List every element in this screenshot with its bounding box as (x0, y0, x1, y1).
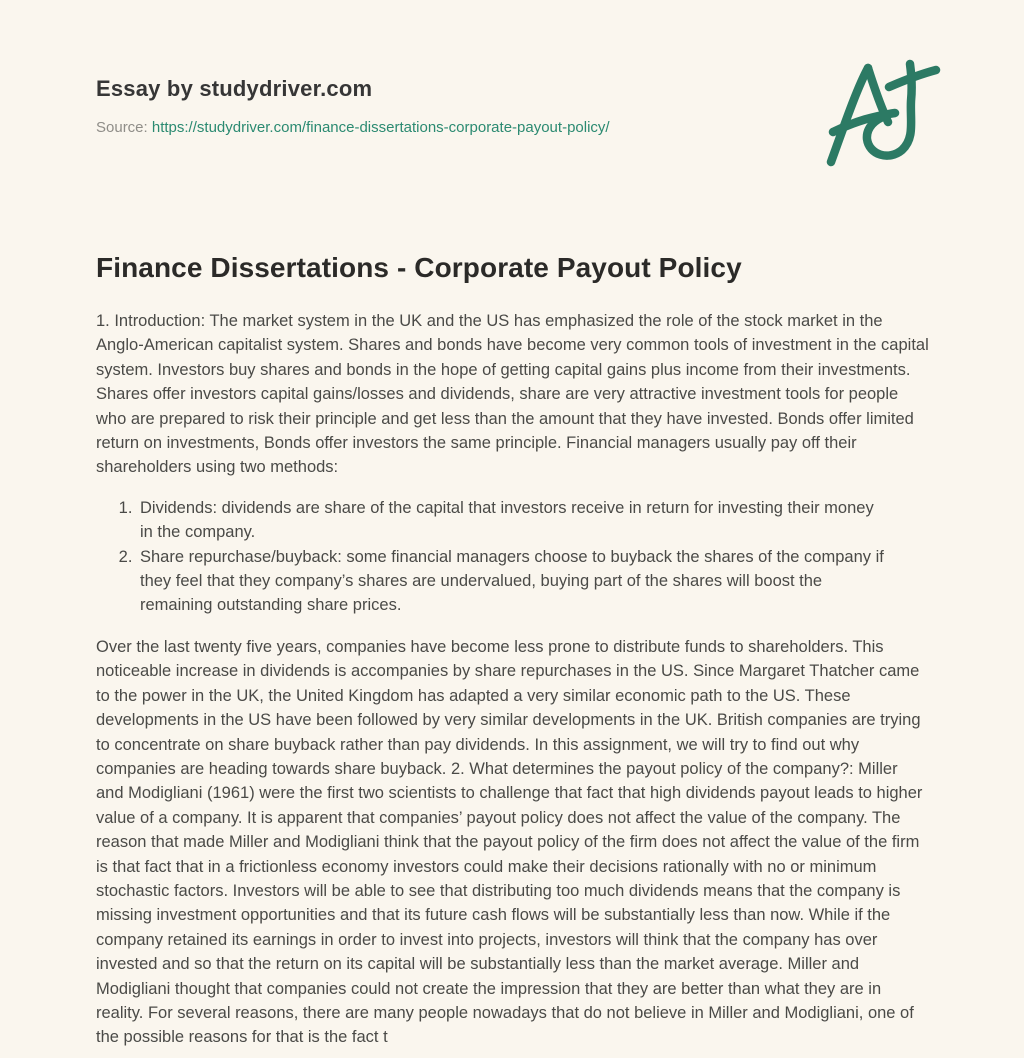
source-line (96, 119, 929, 136)
essay-title: Finance Dissertations - Corporate Payout Policy (96, 252, 742, 283)
essay-paragraph-body: Over the last twenty five years, companies have become less prone to distribute funds to shareholders. This noticeable increase in dividends is accompanies by share repurchases in the US. Since Margaret Thatcher came to the power in the UK, the United Kingdom has adapted a very similar economic path to the US. These developments in the US have been followed by very similar developments in the UK. British companies are trying to concentrate on share buyback rather than pay dividends. In this assignment, we will try to find out why companies are heading towards share buyback. 2. What determines the payout policy of the company?: Miller and Modigliani (1961) were the first two scientists to challenge that fact that high dividends payout leads to higher value of a company. It is apparent that companies’ payout policy does not affect the value of the company. The reason that made Miller and Modigliani think that the payout policy of the firm does not affect the value of the firm is that fact that in a frictionless economy investors could make their decisions rationally with no or minimum stochastic factors. Investors will be able to see that distributing too much dividends means that the company is missing investment opportunities and that its future cash flows will be substantially less than now. While if the company retained its earnings in order to invest into projects, investors will think that the company has over invested and so that the return on its capital will be substantially less than the market average. Miller and Modigliani thought that companies could not create the impression that they are better than what they are in reality. For several reasons, there are many people nowadays that do not believe in Miller and Modigliani, one of the possible reasons for that is the fact t (96, 637, 923, 1047)
essay-body (96, 309, 929, 1050)
list-item-share-repurchase: 2. Share repurchase/buyback: some financial managers choose to buyback the shares of the company if they feel that they company’s shares are undervalued, buying part of the shares will boost the remaining outstanding share prices. (137, 545, 891, 618)
essay-paragraph-intro: 1. Introduction: The market system in the UK and the US has emphasized the role of the stock market in the Anglo-American capitalist system. Shares and bonds have become very common tools of investment in the capital system. Investors buy shares and bonds in the hope of getting capital gains plus income from their investments. Shares offer investors capital gains/losses and dividends, share are very attractive investment tools for people who are prepared to risk their principle and get less than the amount that they have invested. Bonds offer limited return on investments, Bonds offer investors the same principle. Financial managers usually pay off their shareholders using two methods: (96, 312, 929, 477)
list-item-dividends: 1. Dividends: dividends are share of the capital that investors receive in return for investing their money in the company. (137, 496, 891, 545)
source-link[interactable]: https://studydriver.com/finance-dissertations-corporate-payout-policy/ (151, 119, 610, 136)
site-heading: Essay by studydriver.com (96, 76, 373, 101)
payout-methods-list (96, 496, 891, 618)
page-header (96, 76, 929, 136)
a-plus-logo-icon (818, 58, 948, 172)
source-label: Source: (96, 119, 148, 136)
essay-content (96, 252, 929, 1050)
